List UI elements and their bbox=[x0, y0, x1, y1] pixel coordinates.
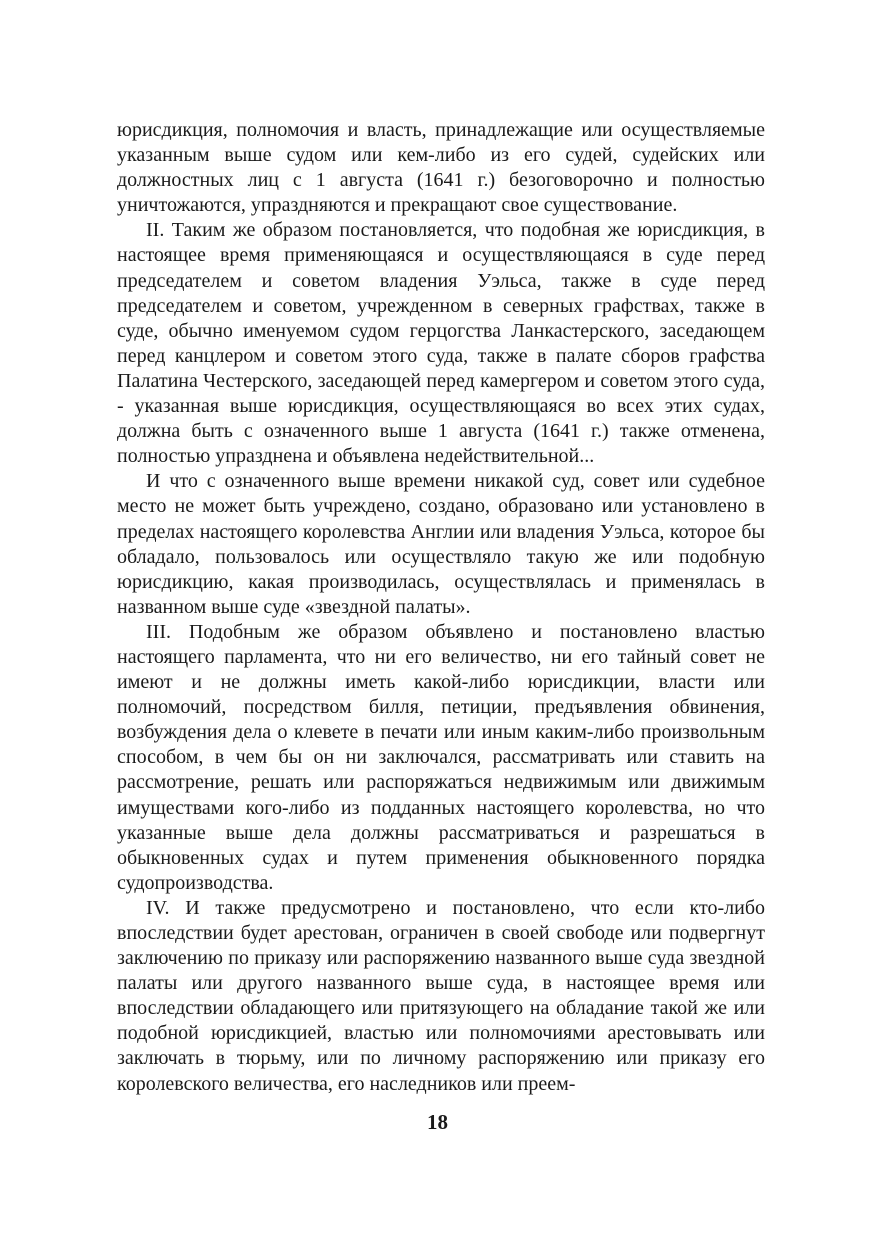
page-number: 18 bbox=[427, 1110, 448, 1134]
paragraph-continuation: юрисдикция, полномочия и власть, принадлежащие или осуществляемые указанным выше судом или кем-либо из его судей, судейских или должностных лиц с 1 августа (1641 г.) безоговорочно и полностью уничтожаются, упраздняются и прекращают свое существование. bbox=[117, 119, 765, 217]
paragraph-section-3: III. Подобным же образом объявлено и постановлено властью настоящего парламента, что ни его величество, ни его тайный совет не имеют и не должны иметь какой-либо юрисдикции, власти или полномочий, посредством билля, петиции, предъявления обвинения, возбуждения дела о клевете в печати или иным каким-либо произвольным способом, в чем бы он ни заключался, рассматривать или ставить на рассмотрение, решать или распоряжаться недвижимым или движимым имуществами кого-либо из подданных настоящего королевства, но что указанные выше дела должны рассматриваться и разрешаться в обыкновенных судах и путем применения обыкновенного порядка судопроизводства. bbox=[117, 620, 765, 894]
paragraph-section-2: II. Таким же образом постановляется, что подобная же юрисдикция, в настоящее время применяющаяся и осуществляющаяся в суде перед председателем и советом владения Уэльса, также в суде перед председателем и советом, учрежденном в северных графствах, также в суде, обычно именуемом судом герцогства Ланкастерского, заседающем перед канцлером и советом этого суда, также в палате сборов графства Палатина Честерского, заседающей перед камергером и советом этого суда, - указанная выше юрисдикция, осуществляющаяся во всех этих судах, должна быть с означенного выше 1 августа (1641 г.) также отменена, полностью упразднена и объявлена недействительной... bbox=[117, 219, 765, 468]
paragraph-section-4: IV. И также предусмотрено и постановлено, что если кто-либо впоследствии будет арестован, ограничен в своей свободе или подвергнут заключению по приказу или распоряжению названного выше суда звездной палаты или другого названного выше суда, в настоящее время или впоследствии обладающего или притязующего на обладание такой же или подобной юрисдикцией, властью или полномочиями арестовывать или заключать в тюрьму, или по личному распоряжению или приказу его королевского величества, его наследников или преем- bbox=[117, 896, 765, 1095]
page-body bbox=[117, 118, 765, 1097]
paragraph-section-2-continuation: И что с означенного выше времени никакой суд, совет или судебное место не может быть учреждено, создано, образовано или установлено в пределах настоящего королевства Англии или владения Уэльса, которое бы обладало, пользовалось или осуществляло такую же или подобную юрисдикцию, какая производилась, осуществлялась и применялась в названном выше суде «звездной палаты». bbox=[117, 470, 765, 618]
